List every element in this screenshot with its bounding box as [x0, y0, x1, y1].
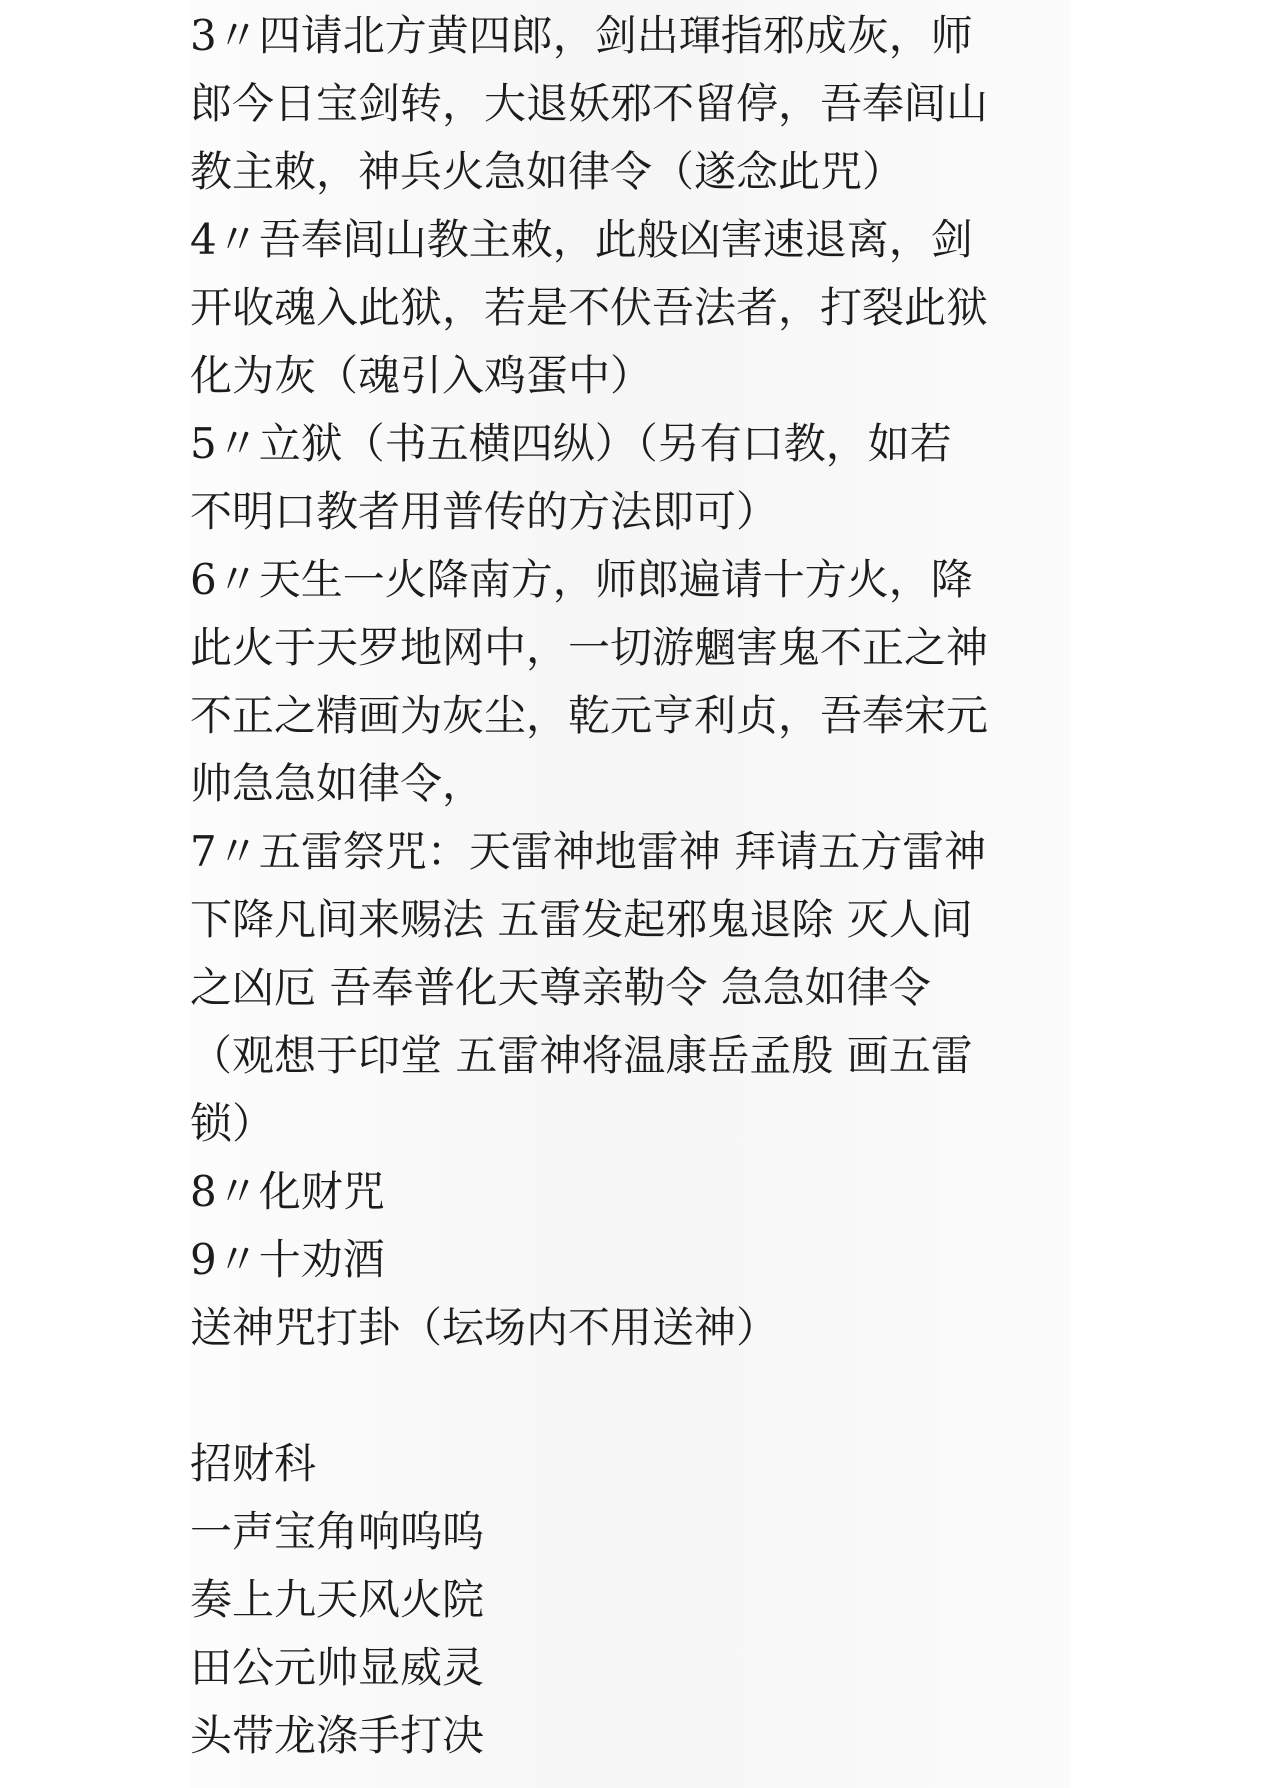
text-line: 7〃五雷祭咒：天雷神地雷神 拜请五方雷神 — [190, 827, 987, 876]
section-heading: 招财科 — [190, 1439, 317, 1488]
text-line: （观想于印堂 五雷神将温康岳孟殷 画五雷 — [190, 1031, 973, 1080]
text-line: 下降凡间来赐法 五雷发起邪鬼退除 灭人间 — [190, 895, 973, 944]
text-line: 不明口教者用普传的方法即可） — [190, 487, 779, 536]
text-line: 田公元帅显威灵 — [190, 1643, 485, 1692]
document-page — [190, 0, 1070, 1788]
text-line: 一声宝角响呜呜 — [190, 1507, 485, 1556]
text-line: 8〃化财咒 — [190, 1167, 385, 1216]
text-line: 6〃天生一火降南方，师郎遍请十方火，降 — [190, 555, 973, 604]
text-line: 教主敕，神兵火急如律令（遂念此咒） — [190, 147, 905, 196]
text-line: 4〃吾奉闾山教主敕，此般凶害速退离，剑 — [190, 215, 973, 264]
text-line: 头带龙涤手打决 — [190, 1711, 485, 1760]
text-line: 9〃十劝酒 — [190, 1235, 385, 1284]
text-line: 奏上九天风火院 — [190, 1575, 485, 1624]
text-line: 送神咒打卦（坛场内不用送神） — [190, 1303, 779, 1352]
text-line: 郎今日宝剑转，大退妖邪不留停，吾奉闾山 — [190, 79, 989, 128]
text-line: 开收魂入此狱，若是不伏吾法者，打裂此狱 — [190, 283, 989, 332]
text-line: 此火于天罗地网中，一切游魍害鬼不正之神 — [190, 623, 989, 672]
text-line: 不正之精画为灰尘，乾元亨利贞，吾奉宋元 — [190, 691, 989, 740]
text-line: 3〃四请北方黄四郎，剑出琿指邪成灰，师 — [190, 11, 973, 60]
text-line: 锁） — [190, 1099, 275, 1148]
text-line: 帅急急如律令， — [190, 759, 485, 808]
text-line: 5〃立狱（书五横四纵）（另有口教，如若 — [190, 419, 952, 468]
blank-line — [190, 1362, 1070, 1430]
document-text — [190, 2, 1070, 1770]
text-line: 之凶厄 吾奉普化天尊亲勒令 急急如律令 — [190, 963, 931, 1012]
text-line: 化为灰（魂引入鸡蛋中） — [190, 351, 653, 400]
